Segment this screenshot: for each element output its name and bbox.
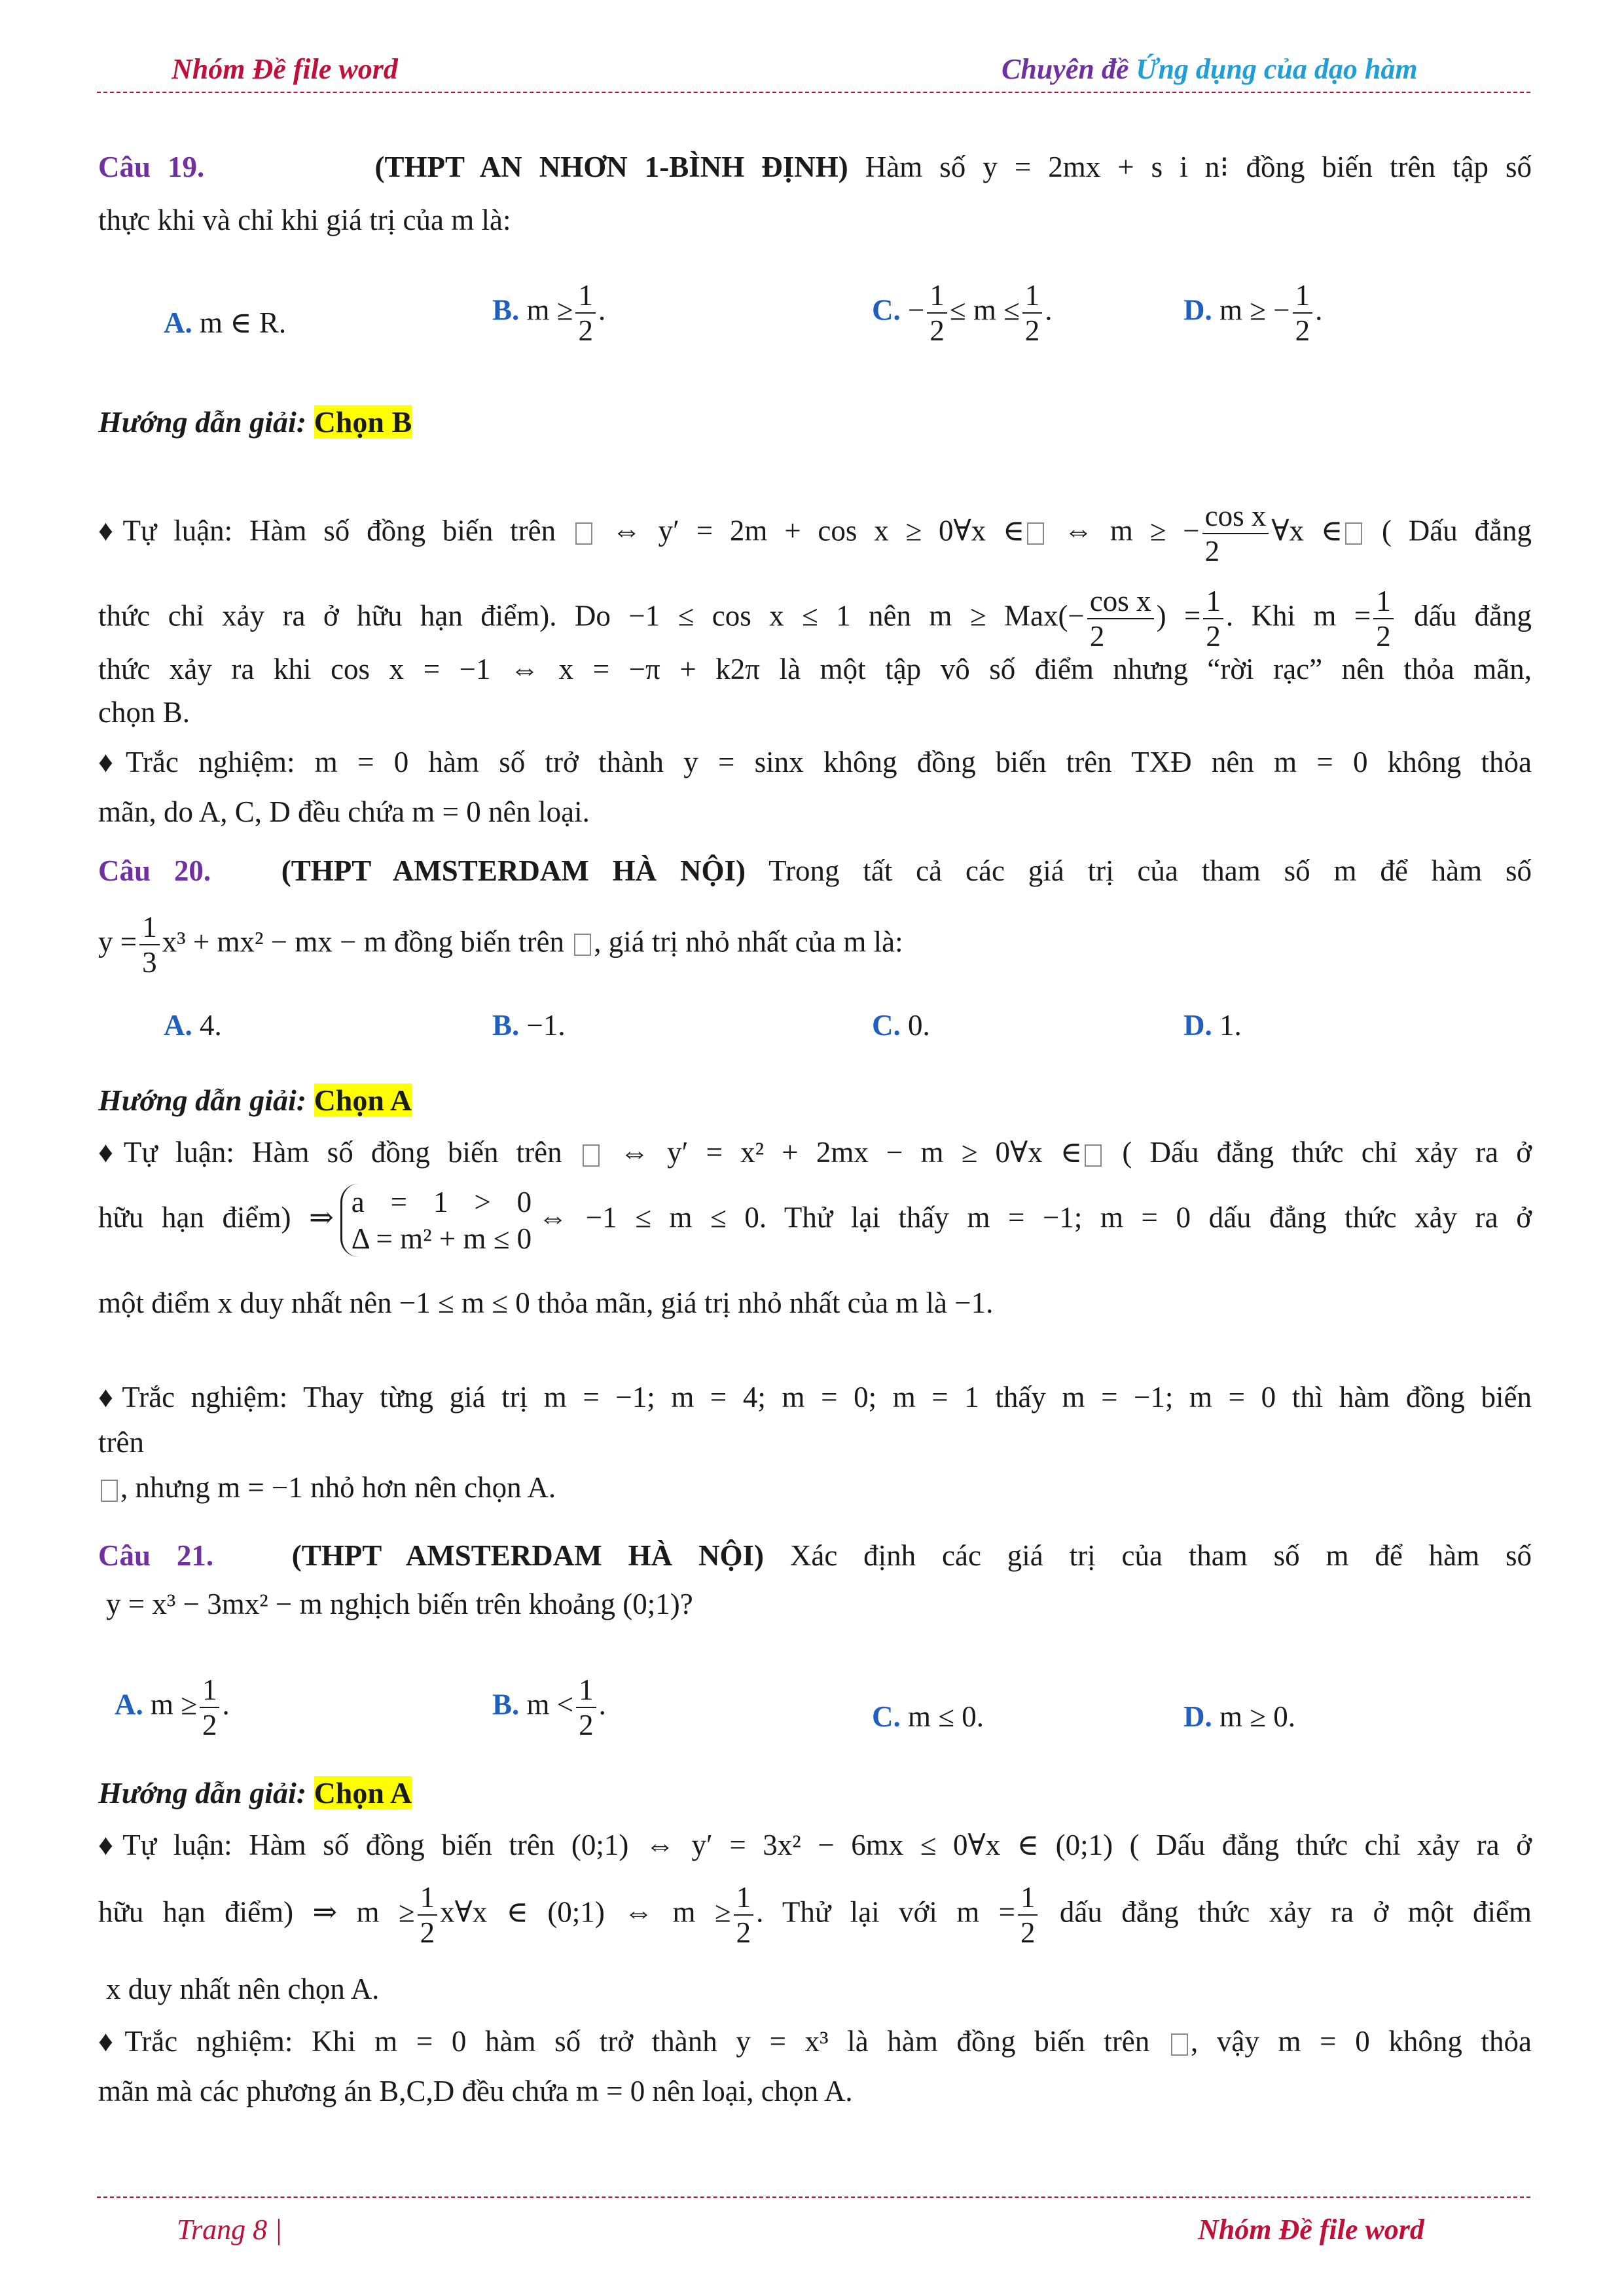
fraction: [1293, 278, 1313, 348]
text-span: 2: [202, 1709, 217, 1741]
text-span: 1: [1373, 584, 1394, 619]
footer-group-name: Nhóm Đề file word: [1198, 2214, 1424, 2246]
fraction: [1022, 278, 1043, 348]
header-topic-prefix: Chuyên đề: [1001, 53, 1136, 85]
q19-sol-line6: mãn, do A, C, D đều chứa m = 0 nên loại.: [98, 795, 590, 828]
text-span: A.: [164, 306, 192, 339]
text-span: Hướng dẫn giải:: [98, 1084, 307, 1117]
q21-source: (THPT AMSTERDAM HÀ NỘI): [291, 1539, 764, 1572]
text-span: B.: [492, 1009, 520, 1042]
text-span: , giá trị nhỏ nhất của m là:: [594, 925, 903, 958]
text-span: .: [222, 1688, 230, 1721]
fraction: [418, 1880, 438, 1950]
q21-option-a[interactable]: [115, 1673, 230, 1742]
text-span: 2: [1020, 1916, 1036, 1949]
header-topic: [1001, 52, 1418, 86]
text-span: hữu hạn điểm) ⇒ m ≥: [98, 1895, 415, 1929]
q20-option-a[interactable]: [164, 1007, 222, 1044]
q20-option-b[interactable]: [492, 1007, 566, 1044]
text-span: ♦Trắc nghiệm: Khi m = 0 hàm số trở thành y = x³ là hàm đồng biến trên: [98, 2025, 1168, 2058]
fraction: [139, 910, 160, 979]
real-set-icon: [583, 1144, 600, 1167]
q19-source: (THPT AN NHƠN 1-BÌNH ĐỊNH): [374, 151, 848, 183]
text-span: , nhưng m = −1 nhỏ hơn nên chọn A.: [120, 1471, 556, 1504]
text-span: .: [598, 293, 606, 327]
fraction: [1203, 584, 1223, 653]
q20-sol-line4: ♦Trắc nghiệm: Thay từng giá trị m = −1; m = 4; m = 0; m = 1 thấy m = −1; m = 0 thì hàm đồng biến: [98, 1381, 1532, 1413]
text-span: 0.: [908, 1009, 930, 1042]
q21-stem-line1: [98, 1537, 1532, 1574]
q21-answer: Chọn A: [314, 1776, 412, 1810]
q19-option-c[interactable]: [872, 278, 1053, 348]
real-set-icon: [1171, 2033, 1188, 2056]
text-span: Hướng dẫn giải:: [98, 1776, 307, 1810]
text-span: B.: [492, 293, 520, 327]
text-span: m ≥: [526, 293, 573, 327]
text-span: 2: [420, 1916, 435, 1949]
text-span: 2: [929, 314, 945, 347]
fraction: [1373, 584, 1394, 653]
text-span: ( Dấu đẳng thức chỉ xảy ra ở: [1104, 1136, 1532, 1169]
text-span: Trong tất cả các giá trị của tham số m để hàm số: [768, 854, 1532, 887]
text-span: . Thử lại với m =: [756, 1895, 1015, 1929]
text-span: y =: [98, 925, 137, 958]
text-span: ♦Tự luận: Hàm số đồng biến trên: [98, 514, 573, 547]
q20-stem-line2: [98, 910, 1532, 979]
text-span: 2: [579, 1709, 594, 1741]
q21-sol-line1: ♦Tự luận: Hàm số đồng biến trên (0;1) ⇔ y′ = 3x² − 6mx ≤ 0∀x ∈ (0;1) ( Dấu đẳng thức chỉ xảy ra ở: [98, 1829, 1532, 1861]
q19-sol-line1: [98, 499, 1532, 568]
text-span: ⇔ −1 ≤ m ≤ 0. Thử lại thấy m = −1; m = 0 dấu đẳng thức xảy ra ở: [538, 1201, 1532, 1234]
text-span: Xác định các giá trị của tham số m để hàm số: [789, 1539, 1532, 1572]
footer-divider: [97, 2196, 1530, 2198]
q20-option-c[interactable]: [872, 1007, 930, 1044]
text-span: 1: [1022, 278, 1043, 314]
text-span: m ≥: [151, 1688, 197, 1721]
q21-solution-heading: [98, 1776, 412, 1810]
inequality-system: [340, 1184, 532, 1257]
header-topic-accent: Ứng dụng của dạo hàm: [1136, 53, 1418, 85]
q20-sol-line2: [98, 1184, 1532, 1257]
text-span: 1: [927, 278, 947, 314]
q21-number: Câu 21.: [98, 1539, 214, 1572]
fraction: [927, 278, 947, 348]
q19-answer: Chọn B: [314, 405, 412, 439]
text-span: C.: [872, 1700, 901, 1733]
text-span: A.: [115, 1688, 143, 1721]
text-span: m ∈ R.: [200, 306, 287, 339]
text-span: 1.: [1219, 1009, 1242, 1042]
text-span: ♦Tự luận: Hàm số đồng biến trên: [98, 1136, 580, 1169]
q19-option-a[interactable]: [164, 304, 286, 341]
text-span: ) =: [1156, 599, 1201, 632]
text-span: 2: [578, 314, 593, 347]
text-span: A.: [164, 1009, 192, 1042]
q20-number: Câu 20.: [98, 854, 211, 887]
q19-stem-line1: [98, 149, 1532, 185]
text-span: ⇔ m ≥ −: [1047, 514, 1200, 547]
text-span: 2: [736, 1916, 751, 1949]
text-span: C.: [872, 1009, 901, 1042]
header-group-name: Nhóm Đề file word: [171, 53, 398, 85]
text-span: cos x: [1087, 584, 1154, 619]
text-span: Hướng dẫn giải:: [98, 405, 307, 439]
real-set-icon: [574, 934, 591, 956]
text-span: , vậy m = 0 không thỏa: [1190, 2025, 1532, 2058]
text-span: D.: [1183, 1009, 1212, 1042]
q21-stem2: y = x³ − 3mx² − m nghịch biến trên khoảng (0;1)?: [106, 1588, 693, 1620]
text-span: dấu đẳng thức xảy ra ở một điểm: [1040, 1895, 1532, 1929]
real-set-icon: [1345, 522, 1362, 545]
text-span: 1: [139, 910, 160, 945]
text-span: ( Dấu đẳng: [1365, 514, 1532, 547]
real-set-icon: [1085, 1144, 1102, 1167]
text-span: 2: [1206, 620, 1221, 653]
page-number: Trang 8 |: [177, 2214, 283, 2246]
q19-stem2: thực khi và chỉ khi giá trị của m là:: [98, 204, 511, 236]
text-span: 2: [1204, 535, 1220, 568]
text-span: .: [1315, 293, 1323, 327]
text-span: dấu đẳng: [1396, 599, 1532, 632]
q21-sol-line3: x duy nhất nên chọn A.: [106, 1973, 380, 2005]
text-span: x∀x ∈ (0;1) ⇔ m ≥: [440, 1895, 731, 1929]
real-set-icon: [101, 1480, 118, 1502]
text-span: 1: [575, 278, 596, 314]
text-span: 1: [1203, 584, 1223, 619]
text-span: ⇔ y′ = x² + 2mx − m ≥ 0∀x ∈: [602, 1136, 1083, 1169]
text-span: 1: [576, 1673, 596, 1708]
q20-stem-line1: [98, 852, 1532, 889]
text-span: m ≤ 0.: [908, 1700, 984, 1733]
q19-stem1: Hàm số y = 2mx + s i n⁝ đồng biến trên tập số: [865, 151, 1532, 183]
text-span: 1: [200, 1673, 220, 1708]
text-span: C.: [872, 293, 901, 327]
text-span: 4.: [200, 1009, 222, 1042]
text-span: ≤ m ≤: [949, 293, 1020, 327]
q19-sol-line4: chọn B.: [98, 696, 190, 729]
text-span: 2: [1089, 620, 1105, 653]
text-span: B.: [492, 1688, 520, 1721]
q20-solution-heading: [98, 1083, 412, 1118]
q21-sol-line2: [98, 1880, 1532, 1950]
text-span: 1: [1018, 1880, 1038, 1916]
q20-source: (THPT AMSTERDAM HÀ NỘI): [281, 854, 746, 887]
text-span: 2: [1295, 314, 1310, 347]
text-span: . Khi m =: [1225, 599, 1371, 632]
q21-option-c[interactable]: [872, 1698, 984, 1735]
q19-sol-line2: [98, 584, 1532, 653]
text-span: x³ + mx² − mx − m đồng biến trên: [162, 925, 572, 958]
real-set-icon: [1027, 522, 1044, 545]
text-span: thức chỉ xảy ra ở hữu hạn điểm). Do −1 ≤ cos x ≤ 1 nên m ≥ Max(−: [98, 599, 1085, 632]
fraction: [1202, 499, 1269, 568]
q19-option-d[interactable]: [1183, 278, 1322, 348]
header-divider: [97, 92, 1530, 93]
text-span: 3: [142, 946, 157, 979]
text-span: m <: [526, 1688, 574, 1721]
text-span: −: [908, 293, 925, 327]
text-span: .: [1045, 293, 1053, 327]
real-set-icon: [575, 522, 592, 545]
text-span: 1: [418, 1880, 438, 1916]
text-span: 1: [734, 1880, 754, 1916]
q21-option-b[interactable]: [492, 1673, 606, 1742]
text-span: a = 1 > 0: [351, 1186, 532, 1218]
text-span: ∀x ∈: [1271, 514, 1343, 547]
text-span: cos x: [1202, 499, 1269, 534]
text-span: 2: [1376, 620, 1391, 653]
text-span: D.: [1183, 1700, 1212, 1733]
q20-sol-line5: trên: [98, 1426, 144, 1459]
q20-answer: Chọn A: [314, 1084, 412, 1117]
fraction: [1087, 584, 1154, 653]
text-span: Δ = m² + m ≤ 0: [351, 1222, 532, 1255]
fraction: [1018, 1880, 1038, 1950]
fraction: [576, 1673, 596, 1742]
fraction: [200, 1673, 220, 1742]
q19-number: Câu 19.: [98, 151, 205, 183]
fraction: [575, 278, 596, 348]
text-span: m ≥ 0.: [1219, 1700, 1295, 1733]
q21-option-d[interactable]: [1183, 1698, 1295, 1735]
text-span: 1: [1293, 278, 1313, 314]
q19-sol-line3: thức xảy ra khi cos x = −1 ⇔ x = −π + k2π là một tập vô số điểm nhưng “rời rạc” nên thỏa mãn,: [98, 653, 1532, 685]
q20-sol-line1: [98, 1134, 1532, 1171]
fraction: [734, 1880, 754, 1950]
q21-sol-line5: mãn mà các phương án B,C,D đều chứa m = 0 nên loại, chọn A.: [98, 2075, 853, 2107]
q21-sol-line4: [98, 2023, 1532, 2060]
text-span: D.: [1183, 293, 1212, 327]
text-span: ⇔ y′ = 2m + cos x ≥ 0∀x ∈: [594, 514, 1025, 547]
text-span: 2: [1024, 314, 1040, 347]
q20-option-d[interactable]: [1183, 1007, 1242, 1044]
q20-sol-line3: một điểm x duy nhất nên −1 ≤ m ≤ 0 thỏa mãn, giá trị nhỏ nhất của m là −1.: [98, 1286, 994, 1319]
text-span: −1.: [526, 1009, 566, 1042]
q20-sol-line6: [98, 1469, 1532, 1506]
q19-solution-heading: [98, 405, 412, 439]
text-span: hữu hạn điểm) ⇒: [98, 1201, 334, 1234]
text-span: .: [598, 1688, 606, 1721]
q19-sol-line5: ♦Trắc nghiệm: m = 0 hàm số trở thành y = sinx không đồng biến trên TXĐ nên m = 0 không thỏa: [98, 746, 1532, 778]
text-span: m ≥ −: [1219, 293, 1290, 327]
q19-option-b[interactable]: [492, 278, 605, 348]
